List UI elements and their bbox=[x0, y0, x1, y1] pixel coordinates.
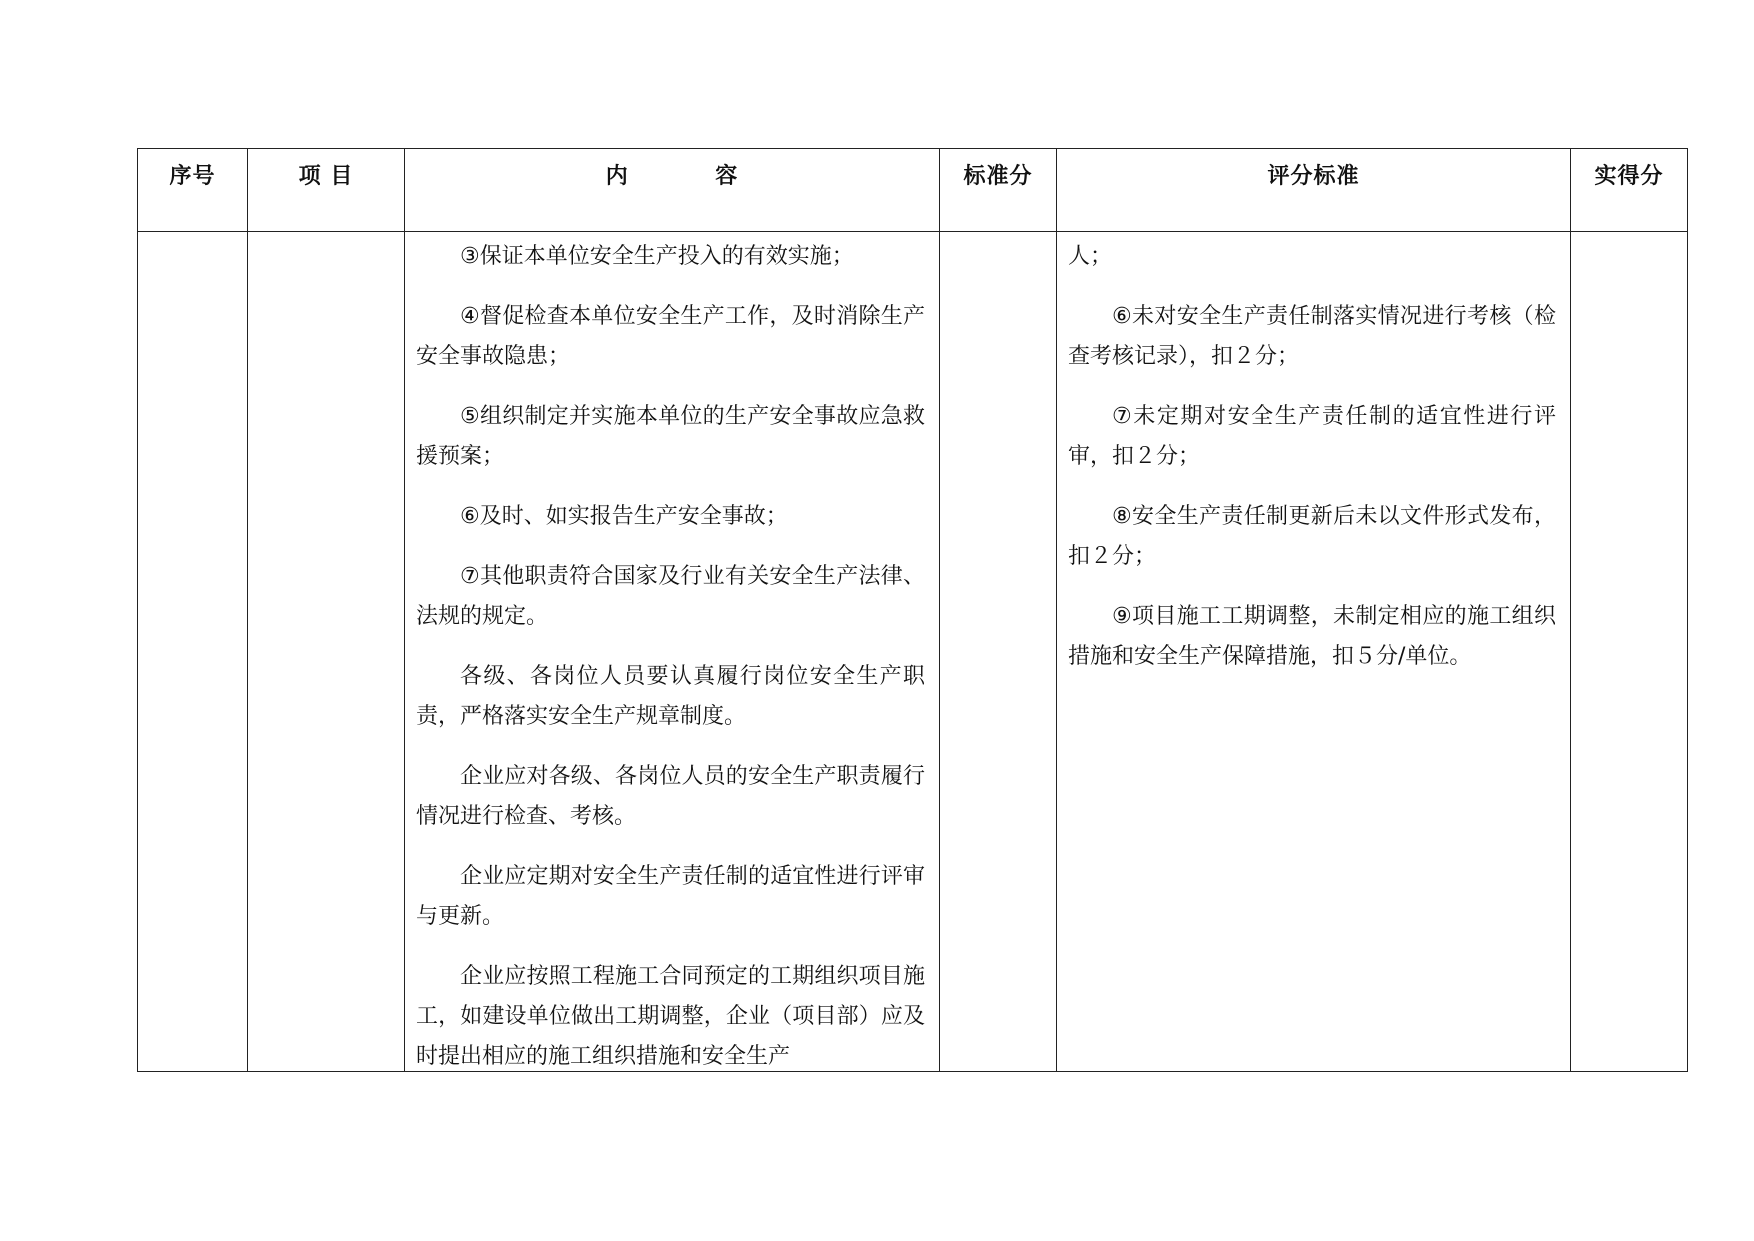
criteria-paragraph: 人； bbox=[1068, 244, 1113, 269]
content-cell bbox=[405, 232, 940, 1072]
header-standard-score: 标准分 bbox=[940, 149, 1057, 232]
content-paragraph: ③保证本单位安全生产投入的有效实施； bbox=[460, 244, 854, 269]
content-paragraph: 各级、各岗位人员要认真履行岗位安全生产职责，严格落实安全生产规章制度。 bbox=[416, 664, 925, 729]
content-paragraph: 企业应定期对安全生产责任制的适宜性进行评审与更新。 bbox=[416, 864, 925, 929]
content-paragraph: ⑥及时、如实报告生产安全事故； bbox=[460, 504, 788, 529]
content-paragraph: 企业应按照工程施工合同预定的工期组织项目施工，如建设单位做出工期调整，企业（项目部）应及时提出相应的施工组织措施和安全生产 bbox=[416, 964, 925, 1069]
header-row bbox=[138, 149, 1688, 232]
content-paragraph: ④督促检查本单位安全生产工作，及时消除生产安全事故隐患； bbox=[416, 304, 925, 369]
criteria-paragraph: ⑨项目施工工期调整，未制定相应的施工组织措施和安全生产保障措施，扣５分/单位。 bbox=[1068, 604, 1556, 669]
score-table bbox=[137, 148, 1688, 1072]
table-row bbox=[138, 232, 1688, 1072]
criteria-paragraph: ⑧安全生产责任制更新后未以文件形式发布，扣２分； bbox=[1068, 504, 1556, 569]
actual-score-cell bbox=[1571, 232, 1688, 1072]
content-paragraph: ⑤组织制定并实施本单位的生产安全事故应急救援预案； bbox=[416, 404, 925, 469]
header-content: 内 容 bbox=[405, 149, 940, 232]
seq-cell bbox=[138, 232, 248, 1072]
standard-score-cell bbox=[940, 232, 1057, 1072]
header-criteria: 评分标准 bbox=[1057, 149, 1571, 232]
header-item: 项 目 bbox=[248, 149, 405, 232]
item-cell bbox=[248, 232, 405, 1072]
header-actual-score: 实得分 bbox=[1571, 149, 1688, 232]
content-paragraph: 企业应对各级、各岗位人员的安全生产职责履行情况进行检查、考核。 bbox=[416, 764, 925, 829]
criteria-paragraph: ⑦未定期对安全生产责任制的适宜性进行评审，扣２分； bbox=[1068, 404, 1556, 469]
criteria-cell bbox=[1057, 232, 1571, 1072]
header-seq: 序号 bbox=[138, 149, 248, 232]
content-paragraph: ⑦其他职责符合国家及行业有关安全生产法律、法规的规定。 bbox=[416, 564, 925, 629]
criteria-paragraph: ⑥未对安全生产责任制落实情况进行考核（检查考核记录），扣２分； bbox=[1068, 304, 1556, 369]
